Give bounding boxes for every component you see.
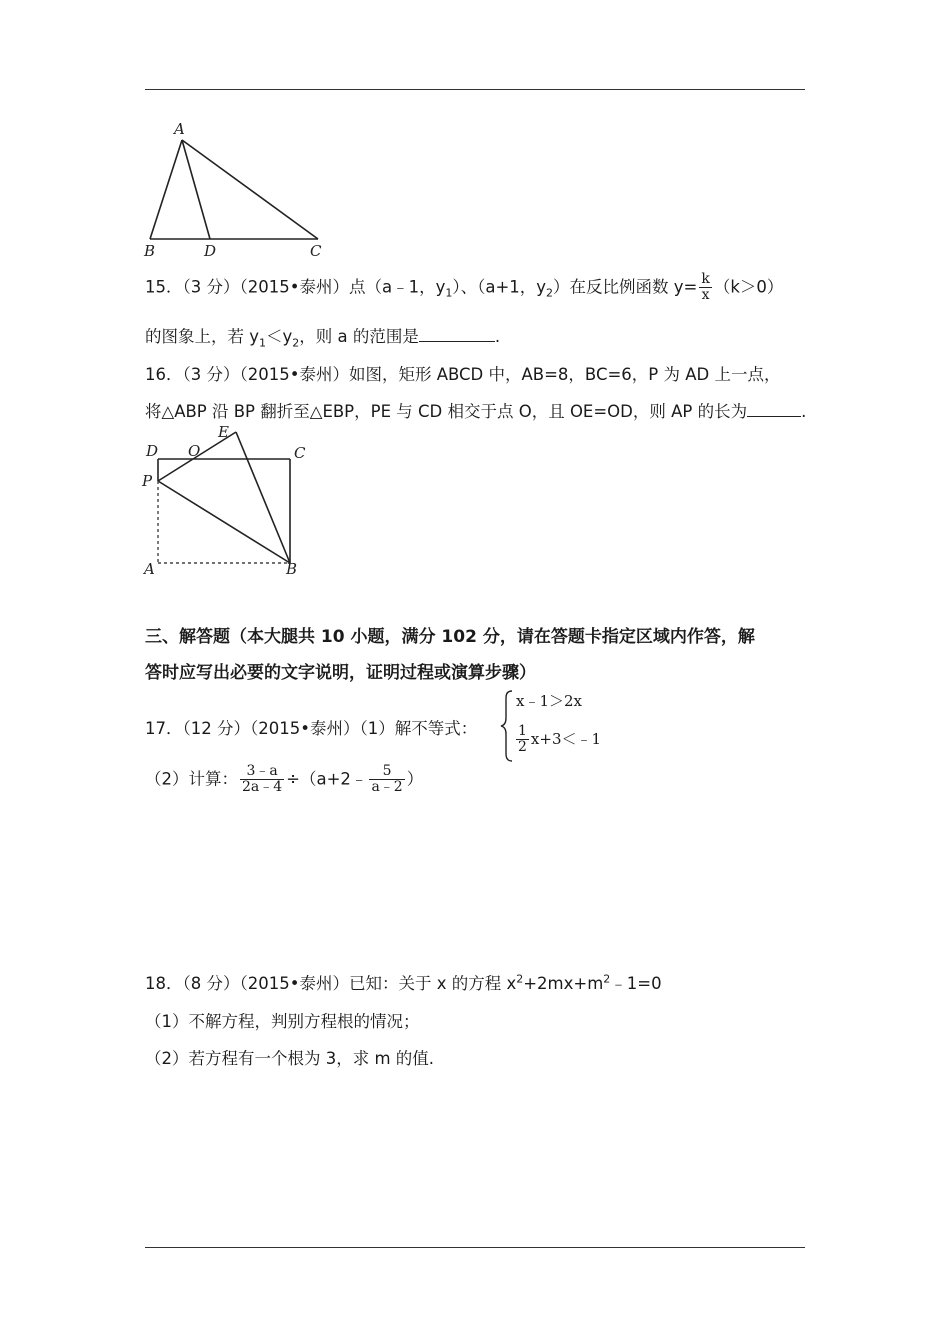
answer-blank[interactable] [419, 325, 495, 342]
q18-part2: （2）若方程有一个根为 3，求 m 的值. [145, 1049, 435, 1068]
section-heading: 三、解答题（本大腿共 10 小题，满分 102 分，请在答题卡指定区域内作答，解 [145, 627, 755, 647]
q18-part1: （1）不解方程，判别方程根的情况； [145, 1012, 420, 1031]
q16-line1: 16．（3 分）（2015•泰州）如图，矩形 ABCD 中，AB=8，BC=6，P 为 AD 上一点， [145, 365, 781, 384]
inequality-1: x﹣1＞2x [516, 692, 583, 710]
footer-rule [145, 1247, 805, 1248]
q17-part2: （2）计算： $\frac{3﹣a}{2a﹣4}$ ÷（a+2﹣ $\frac{5}{a﹣2}$ ） [145, 763, 424, 796]
q18-line1: 18．（8 分）（2015•泰州）已知：关于 x 的方程 $x^2+2mx+m^2﹣1=0$ [145, 972, 662, 993]
answer-blank[interactable] [747, 400, 801, 417]
label-E: E [218, 423, 229, 441]
label-B: B [144, 242, 156, 260]
label-C: C [294, 444, 306, 462]
triangle-lines [150, 140, 318, 239]
label-B: B [286, 560, 298, 578]
q16-line2: 将△ABP 沿 BP 翻折至△EBP，PE 与 CD 相交于点 O，且 OE=OD，则 AP 的长为 . [145, 402, 807, 421]
q17-line1: 17．（12 分）（2015•泰州）（1）解不等式： [145, 719, 478, 738]
rectangle-figure [138, 420, 318, 582]
label-D: D [146, 442, 159, 460]
brace-icon [500, 688, 514, 764]
fraction-k-over-x: $\frac{k}{x}$ [701, 271, 710, 304]
label-C: C [310, 242, 322, 260]
header-rule [145, 89, 805, 90]
label-A: A [174, 120, 185, 138]
q15-line2: 的图象上，若 $y_1<y_2$，则 a 的范围是 . [145, 327, 501, 350]
label-P: P [142, 472, 153, 490]
fraction-1: $\frac{3﹣a}{2a﹣4}$ [242, 763, 283, 796]
q15-line1: 15．（3 分）（2015•泰州）点（a﹣1，$y_1$）、（a+1，$y_2$）在反比例函数 y= $\frac{k}{x}$ （k＞0） [145, 271, 784, 304]
label-O: O [188, 442, 201, 460]
triangle-figure [140, 118, 340, 260]
label-D: D [204, 242, 217, 260]
section-heading-line2: 答时应写出必要的文字说明，证明过程或演算步骤） [145, 663, 536, 683]
rectangle-lines [158, 432, 290, 563]
inequality-system [500, 688, 620, 764]
label-A: A [144, 560, 155, 578]
fraction-2: $\frac{5}{a﹣2}$ [371, 763, 403, 796]
inequality-2: $\frac{1}{2}$ x+3＜﹣1 [518, 723, 602, 756]
